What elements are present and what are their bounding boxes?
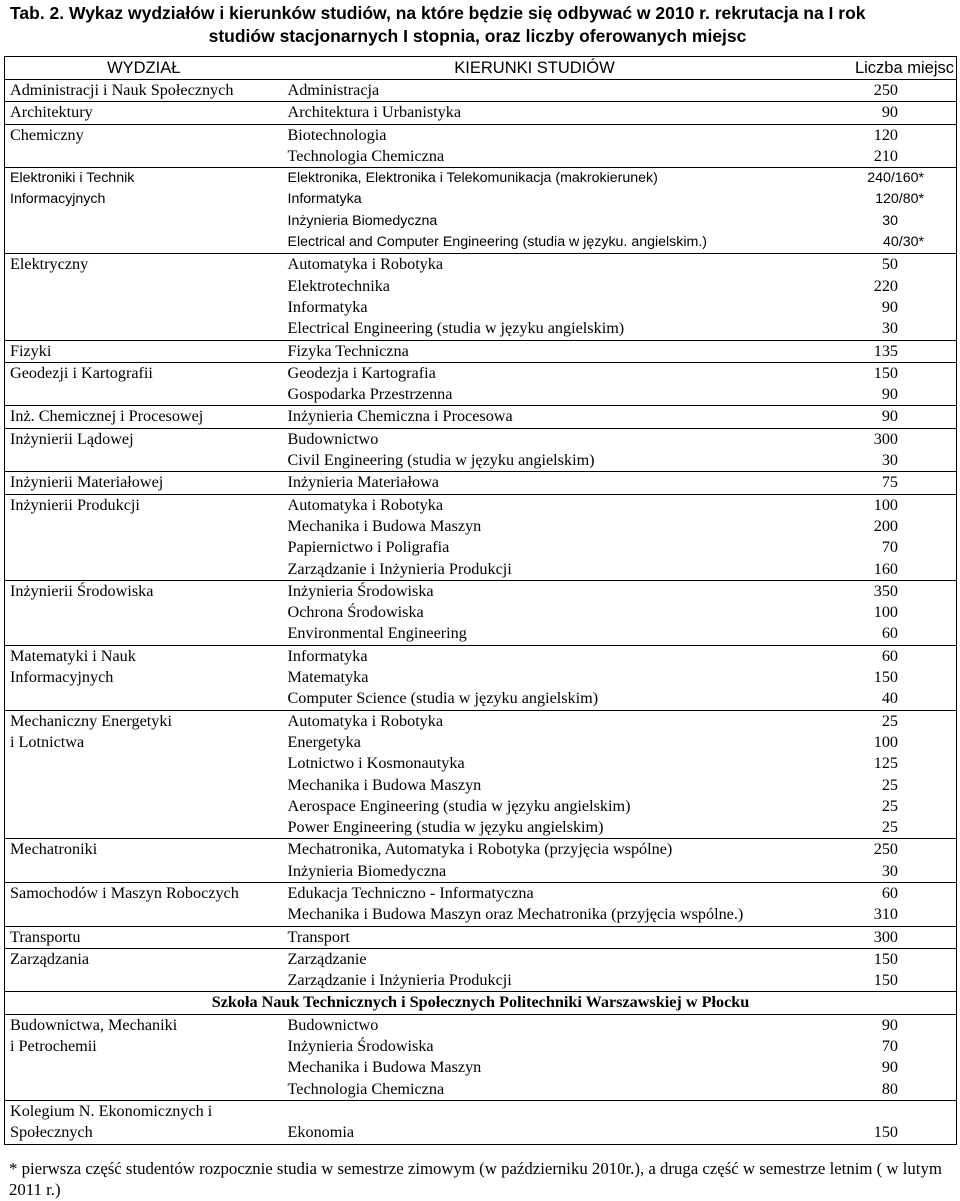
faculty-cell (5, 146, 283, 168)
faculty-cell: Elektroniki i Technik (5, 168, 283, 190)
program-cell: Mechanika i Budowa Maszyn (287, 516, 482, 535)
table-header-row (5, 57, 957, 80)
table-row (5, 516, 957, 537)
faculty-cell: Informacyjnych (5, 667, 283, 688)
places-cell: 150 (787, 1122, 957, 1144)
places-cell: 25 (787, 796, 957, 817)
table-row (5, 494, 957, 516)
faculty-cell (5, 970, 283, 992)
programs-table-body (5, 57, 957, 1145)
program-cell: Ochrona Środowiska (287, 603, 424, 622)
places-cell: 80 (787, 1079, 957, 1101)
program-cell (283, 1100, 787, 1122)
faculty-cell: Fizyki (5, 340, 283, 362)
faculty-cell (5, 1079, 283, 1101)
faculty-cell: Administracji i Nauk Społecznych (5, 80, 283, 102)
faculty-cell (5, 450, 283, 472)
places-cell: 100 (787, 732, 957, 753)
places-cell: 125 (787, 753, 957, 774)
caption-line-2: studiów stacjonarnych I stopnia, oraz liczby oferowanych miejsc (208, 26, 747, 46)
faculty-cell: Społecznych (5, 1122, 283, 1144)
places-cell: 150 (787, 970, 957, 992)
program-cell: Mechanika i Budowa Maszyn oraz Mechatronika (przyjęcia wspólne.) (287, 905, 744, 924)
table-row (5, 948, 957, 970)
places-cell: 160 (787, 559, 957, 581)
footnote: * pierwsza część studentów rozpocznie studia w semestrze zimowym (w październiku 2010r.), a druga część w semestrze letnim ( w lutym 2011 r.) (9, 1159, 942, 1199)
program-cell: Automatyka i Robotyka (283, 254, 787, 276)
places-cell: 25 (787, 710, 957, 732)
places-cell: 25 (787, 817, 957, 839)
table-row (5, 904, 957, 926)
faculty-cell (5, 537, 283, 558)
faculty-cell: Elektryczny (5, 254, 283, 276)
table-row (5, 839, 957, 861)
program-cell: Zarządzanie i Inżynieria Produkcji (287, 971, 512, 990)
table-row (5, 861, 957, 883)
faculty-cell: Zarządzania (5, 948, 283, 970)
program-cell: Matematyka (287, 668, 369, 687)
table-row (5, 340, 957, 362)
program-cell: Inżynieria Materiałowa (283, 472, 787, 494)
faculty-cell: Inżynierii Środowiska (5, 580, 283, 602)
faculty-cell: Inż. Chemicznej i Procesowej (5, 406, 283, 428)
program-cell: Fizyka Techniczna (283, 340, 787, 362)
places-cell: 30 (787, 211, 957, 232)
faculty-cell: Kolegium N. Ekonomicznych i (5, 1100, 283, 1122)
program-cell: Energetyka (287, 732, 361, 751)
places-cell: 90 (787, 406, 957, 428)
table-row (5, 537, 957, 558)
program-cell: Transport (283, 926, 787, 948)
table-row (5, 1100, 957, 1122)
faculty-cell: Mechaniczny Energetyki (5, 710, 283, 732)
faculty-cell: Chemiczny (5, 124, 283, 146)
program-cell: Zarządzanie (283, 948, 787, 970)
table-row (5, 472, 957, 494)
places-cell: 300 (787, 926, 957, 948)
table-row (5, 406, 957, 428)
program-cell: Aerospace Engineering (studia w języku angielskim) (287, 796, 631, 815)
faculty-cell: Informacyjnych (5, 189, 283, 210)
places-cell: 250 (787, 80, 957, 102)
table-row (5, 882, 957, 904)
program-cell: Inżynieria Biomedyczna (287, 212, 438, 229)
table-row (5, 796, 957, 817)
program-cell: Edukacja Techniczno - Informatyczna (283, 882, 787, 904)
table-row (5, 1122, 957, 1144)
table-row (5, 688, 957, 710)
table-row (5, 297, 957, 318)
table-row (5, 732, 957, 753)
program-cell: Informatyka (283, 645, 787, 667)
faculty-cell: Inżynierii Lądowej (5, 428, 283, 450)
places-cell: 40 (787, 688, 957, 710)
table-row (5, 428, 957, 450)
program-cell: Zarządzanie i Inżynieria Produkcji (287, 559, 512, 578)
program-cell: Budownictwo (283, 1014, 787, 1036)
program-cell: Administracja (287, 81, 380, 99)
program-cell: Lotnictwo i Kosmonautyka (287, 754, 465, 773)
faculty-cell (5, 276, 283, 297)
faculty-cell: i Petrochemii (5, 1036, 283, 1057)
places-cell: 30 (787, 318, 957, 340)
places-cell: 250 (787, 839, 957, 861)
table-row (5, 232, 957, 254)
program-cell: Gospodarka Przestrzenna (287, 385, 453, 404)
places-cell: 75 (787, 472, 957, 494)
faculty-cell (5, 297, 283, 318)
program-cell: Informatyka (287, 297, 368, 316)
program-cell: Papiernictwo i Poligrafia (287, 538, 450, 557)
program-cell: Budownictwo (283, 428, 787, 450)
table-caption (10, 2, 955, 48)
faculty-cell (5, 318, 283, 340)
table-row (5, 970, 957, 992)
table-row (5, 1014, 957, 1036)
places-cell: 120/80* (787, 189, 957, 210)
program-cell: Electrical and Computer Engineering (studia w języku. angielskim.) (287, 234, 708, 251)
faculty-cell (5, 688, 283, 710)
faculty-cell: Mechatroniki (5, 839, 283, 861)
table-row (5, 926, 957, 948)
places-cell: 25 (787, 775, 957, 796)
places-cell: 135 (787, 340, 957, 362)
table-row (5, 667, 957, 688)
program-cell: Inżynieria Środowiska (283, 580, 787, 602)
places-cell: 70 (787, 537, 957, 558)
faculty-cell (5, 904, 283, 926)
places-cell: 90 (787, 102, 957, 124)
program-cell: Architektura i Urbanistyka (283, 102, 787, 124)
header-programs: KIERUNKI STUDIÓW (283, 57, 787, 80)
table-row (5, 580, 957, 602)
faculty-cell (5, 211, 283, 232)
programs-table (4, 56, 957, 1145)
program-cell: Civil Engineering (studia w języku angielskim) (287, 451, 595, 470)
program-cell: Technologia Chemiczna (287, 1079, 445, 1098)
table-row (5, 817, 957, 839)
faculty-cell (5, 623, 283, 645)
table-row (5, 559, 957, 581)
table-row (5, 168, 957, 190)
table-row (5, 1036, 957, 1057)
table-row (5, 102, 957, 124)
places-cell: 90 (787, 1014, 957, 1036)
table-row (5, 1079, 957, 1101)
table-row (5, 80, 957, 102)
program-cell: Inżynieria Biomedyczna (287, 861, 447, 880)
places-cell: 300 (787, 428, 957, 450)
places-cell: 200 (787, 516, 957, 537)
places-cell: 100 (787, 494, 957, 516)
table-row (5, 645, 957, 667)
program-cell: Mechatronika, Automatyka i Robotyka (przyjęcia wspólne) (283, 839, 787, 861)
table-row (5, 623, 957, 645)
table-row (5, 211, 957, 232)
program-cell: Elektronika, Elektronika i Telekomunikacja (makrokierunek) (283, 168, 787, 190)
table-row (5, 1057, 957, 1078)
program-cell: Mechanika i Budowa Maszyn (287, 775, 482, 794)
program-cell: Computer Science (studia w języku angielskim) (287, 689, 599, 708)
places-cell: 70 (787, 1036, 957, 1057)
places-cell: 100 (787, 602, 957, 623)
section-title: Szkoła Nauk Technicznych i Społecznych Politechniki Warszawskiej w Płocku (5, 992, 957, 1014)
header-places: Liczba miejsc (787, 57, 957, 80)
faculty-cell: Inżynierii Produkcji (5, 494, 283, 516)
faculty-cell (5, 559, 283, 581)
caption-line-1: Tab. 2. Wykaz wydziałów i kierunków studiów, na które będzie się odbywać w 2010 r. rekrutacja na I rok (10, 3, 866, 23)
faculty-cell (5, 1057, 283, 1078)
program-cell: Automatyka i Robotyka (283, 494, 787, 516)
places-cell: 350 (787, 580, 957, 602)
program-cell: Elektrotechnika (287, 276, 390, 295)
table-row (5, 189, 957, 210)
places-cell: 60 (787, 882, 957, 904)
program-cell: Automatyka i Robotyka (283, 710, 787, 732)
table-row (5, 602, 957, 623)
faculty-cell (5, 232, 283, 254)
places-cell: 90 (787, 384, 957, 406)
program-cell: Geodezja i Kartografia (283, 362, 787, 384)
faculty-cell: Transportu (5, 926, 283, 948)
places-cell: 150 (787, 948, 957, 970)
places-cell: 120 (787, 124, 957, 146)
places-cell: 210 (787, 146, 957, 168)
faculty-cell (5, 861, 283, 883)
program-cell: Power Engineering (studia w języku angielskim) (287, 818, 604, 837)
program-cell: Environmental Engineering (287, 624, 467, 643)
section-header-row (5, 992, 957, 1014)
faculty-cell: Inżynierii Materiałowej (5, 472, 283, 494)
places-cell: 40/30* (787, 232, 957, 254)
table-row (5, 753, 957, 774)
places-cell: 240/160* (787, 168, 957, 190)
faculty-cell: Architektury (5, 102, 283, 124)
places-cell: 90 (787, 1057, 957, 1078)
places-cell: 50 (787, 254, 957, 276)
faculty-cell: Budownictwa, Mechaniki (5, 1014, 283, 1036)
program-cell: Inżynieria Środowiska (287, 1037, 434, 1056)
program-cell: Inżynieria Chemiczna i Procesowa (283, 406, 787, 428)
places-cell (787, 1100, 957, 1122)
faculty-cell: Matematyki i Nauk (5, 645, 283, 667)
places-cell: 60 (787, 623, 957, 645)
program-cell: Technologia Chemiczna (287, 146, 445, 165)
program-cell: Mechanika i Budowa Maszyn (287, 1058, 482, 1077)
program-cell: Biotechnologia (283, 124, 787, 146)
table-row (5, 450, 957, 472)
places-cell: 60 (787, 645, 957, 667)
faculty-cell (5, 775, 283, 796)
table-row (5, 254, 957, 276)
table-row (5, 276, 957, 297)
table-row (5, 124, 957, 146)
places-cell: 310 (787, 904, 957, 926)
places-cell: 90 (787, 297, 957, 318)
places-cell: 30 (787, 861, 957, 883)
places-cell: 220 (787, 276, 957, 297)
table-row (5, 384, 957, 406)
table-row (5, 775, 957, 796)
faculty-cell: Geodezji i Kartografii (5, 362, 283, 384)
faculty-cell (5, 602, 283, 623)
table-row (5, 362, 957, 384)
places-cell: 150 (787, 667, 957, 688)
places-cell: 30 (787, 450, 957, 472)
faculty-cell (5, 753, 283, 774)
places-cell: 150 (787, 362, 957, 384)
faculty-cell: i Lotnictwa (5, 732, 283, 753)
table-row (5, 146, 957, 168)
faculty-cell (5, 384, 283, 406)
faculty-cell (5, 516, 283, 537)
program-cell: Electrical Engineering (studia w języku angielskim) (287, 319, 625, 338)
faculty-cell: Samochodów i Maszyn Roboczych (5, 882, 283, 904)
faculty-cell (5, 796, 283, 817)
program-cell: Informatyka (287, 191, 362, 208)
header-faculty: WYDZIAŁ (5, 57, 283, 80)
table-row (5, 710, 957, 732)
faculty-cell (5, 817, 283, 839)
table-row (5, 318, 957, 340)
program-cell: Ekonomia (283, 1122, 787, 1144)
